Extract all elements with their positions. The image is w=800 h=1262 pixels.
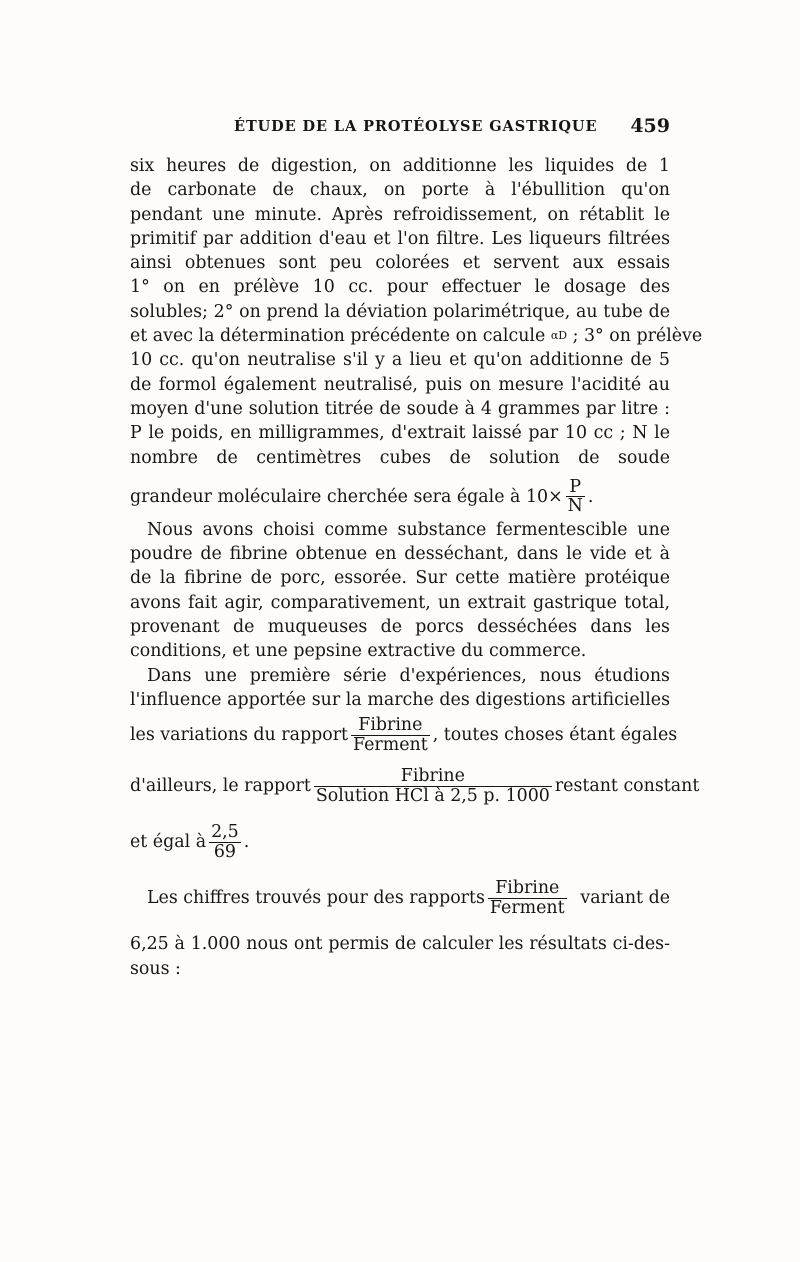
- fraction-p-over-n: [566, 478, 585, 516]
- formula-prefix: les variations du rapport: [130, 725, 348, 746]
- text-line: 1° on en prélève 10 cc. pour effectuer le dosage des: [130, 277, 670, 298]
- text-line: provenant de muqueuses de porcs desséchées dans les: [130, 617, 670, 638]
- text-line: 10 cc. qu'on neutralise s'il y a lieu et qu'on additionne de 5: [130, 350, 670, 371]
- fraction-denominator: Ferment: [353, 734, 428, 755]
- formula-prefix: grandeur moléculaire cherchée sera égale à 10×: [130, 486, 563, 507]
- fraction-numerator: Fibrine: [358, 715, 423, 736]
- fraction-2-5-over-69: [209, 823, 241, 861]
- formula-prefix: d'ailleurs, le rapport: [130, 776, 311, 797]
- text-line: [130, 324, 703, 348]
- formula-line: [130, 476, 670, 518]
- text-line: poudre de fibrine obtenue en desséchant, dans le vide et à: [130, 544, 670, 565]
- text-line: Dans une première série d'expériences, nous étudions: [147, 665, 670, 686]
- formula-line: [130, 712, 678, 758]
- text-line: ainsi obtenues sont peu colorées et servent aux essais: [130, 253, 670, 274]
- text-line: de carbonate de chaux, on porte à l'ébullition qu'on: [130, 180, 670, 201]
- page-body: [130, 154, 703, 981]
- text-line: primitif par addition d'eau et l'on filtre. Les liqueurs filtrées: [130, 228, 670, 249]
- text-line: sous :: [130, 958, 181, 979]
- text-line: l'influence apportée sur la marche des digestions artificielles: [130, 689, 670, 710]
- text-line: moyen d'une solution titrée de soude à 4 grammes par litre :: [130, 398, 670, 419]
- formula-suffix: , toutes choses étant égales: [432, 725, 678, 746]
- formula-suffix: restant constant: [554, 776, 700, 797]
- formula-prefix: et égal à: [130, 832, 207, 853]
- formula-line: [130, 870, 670, 926]
- fraction-numerator: Fibrine: [495, 878, 560, 899]
- text-line: solubles; 2° on prend la déviation polarimétrique, au tube de: [130, 301, 670, 322]
- fraction-numerator: P: [569, 477, 582, 498]
- fraction-denominator: N: [567, 496, 583, 517]
- formula-suffix: .: [243, 832, 250, 853]
- text-line: 6,25 à 1.000 nous ont permis de calculer les résultats ci-des-: [130, 934, 670, 955]
- formula-suffix: variant de: [580, 888, 670, 909]
- running-title: ÉTUDE DE LA PROTÉOLYSE GASTRIQUE: [234, 118, 598, 135]
- fraction-denominator: Ferment: [489, 897, 565, 918]
- text-segment: ; 3° on prélève: [567, 326, 703, 347]
- fraction-fibrine-over-ferment: [488, 879, 567, 917]
- fraction-denominator: Solution HCl à 2,5 p. 1000: [315, 785, 550, 806]
- text-line: conditions, et une pepsine extractive du commerce.: [130, 641, 587, 662]
- fraction-fibrine-over-ferment: [351, 716, 430, 754]
- formula-suffix: .: [587, 486, 594, 507]
- formula-line: [130, 758, 700, 814]
- fraction-fibrine-over-hcl: [314, 767, 552, 805]
- page-number: 459: [630, 115, 670, 137]
- formula-prefix: Les chiffres trouvés pour des rapports: [147, 888, 485, 909]
- text-line: de formol également neutralisé, puis on mesure l'acidité au: [130, 374, 670, 395]
- formula-line: [130, 814, 670, 870]
- fraction-numerator: 2,5: [211, 822, 239, 843]
- text-line: P le poids, en milligrammes, d'extrait laissé par 10 cc ; N le: [130, 423, 670, 444]
- fraction-numerator: Fibrine: [400, 766, 465, 787]
- running-header: [130, 115, 670, 142]
- text-line: de la fibrine de porc, essorée. Sur cette matière protéique: [130, 568, 670, 589]
- text-segment: et avec la détermination précédente on calcule: [130, 326, 551, 347]
- text-line: nombre de centimètres cubes de solution de soude: [130, 447, 670, 468]
- alpha-d-symbol: αD: [550, 329, 568, 343]
- text-line: Nous avons choisi comme substance fermentescible une: [147, 519, 670, 540]
- fraction-denominator: 69: [209, 842, 241, 861]
- text-line: avons fait agir, comparativement, un extrait gastrique total,: [130, 592, 670, 613]
- text-line: pendant une minute. Après refroidissement, on rétablit le: [130, 204, 670, 225]
- text-line: six heures de digestion, on additionne les liquides de 1: [130, 156, 670, 176]
